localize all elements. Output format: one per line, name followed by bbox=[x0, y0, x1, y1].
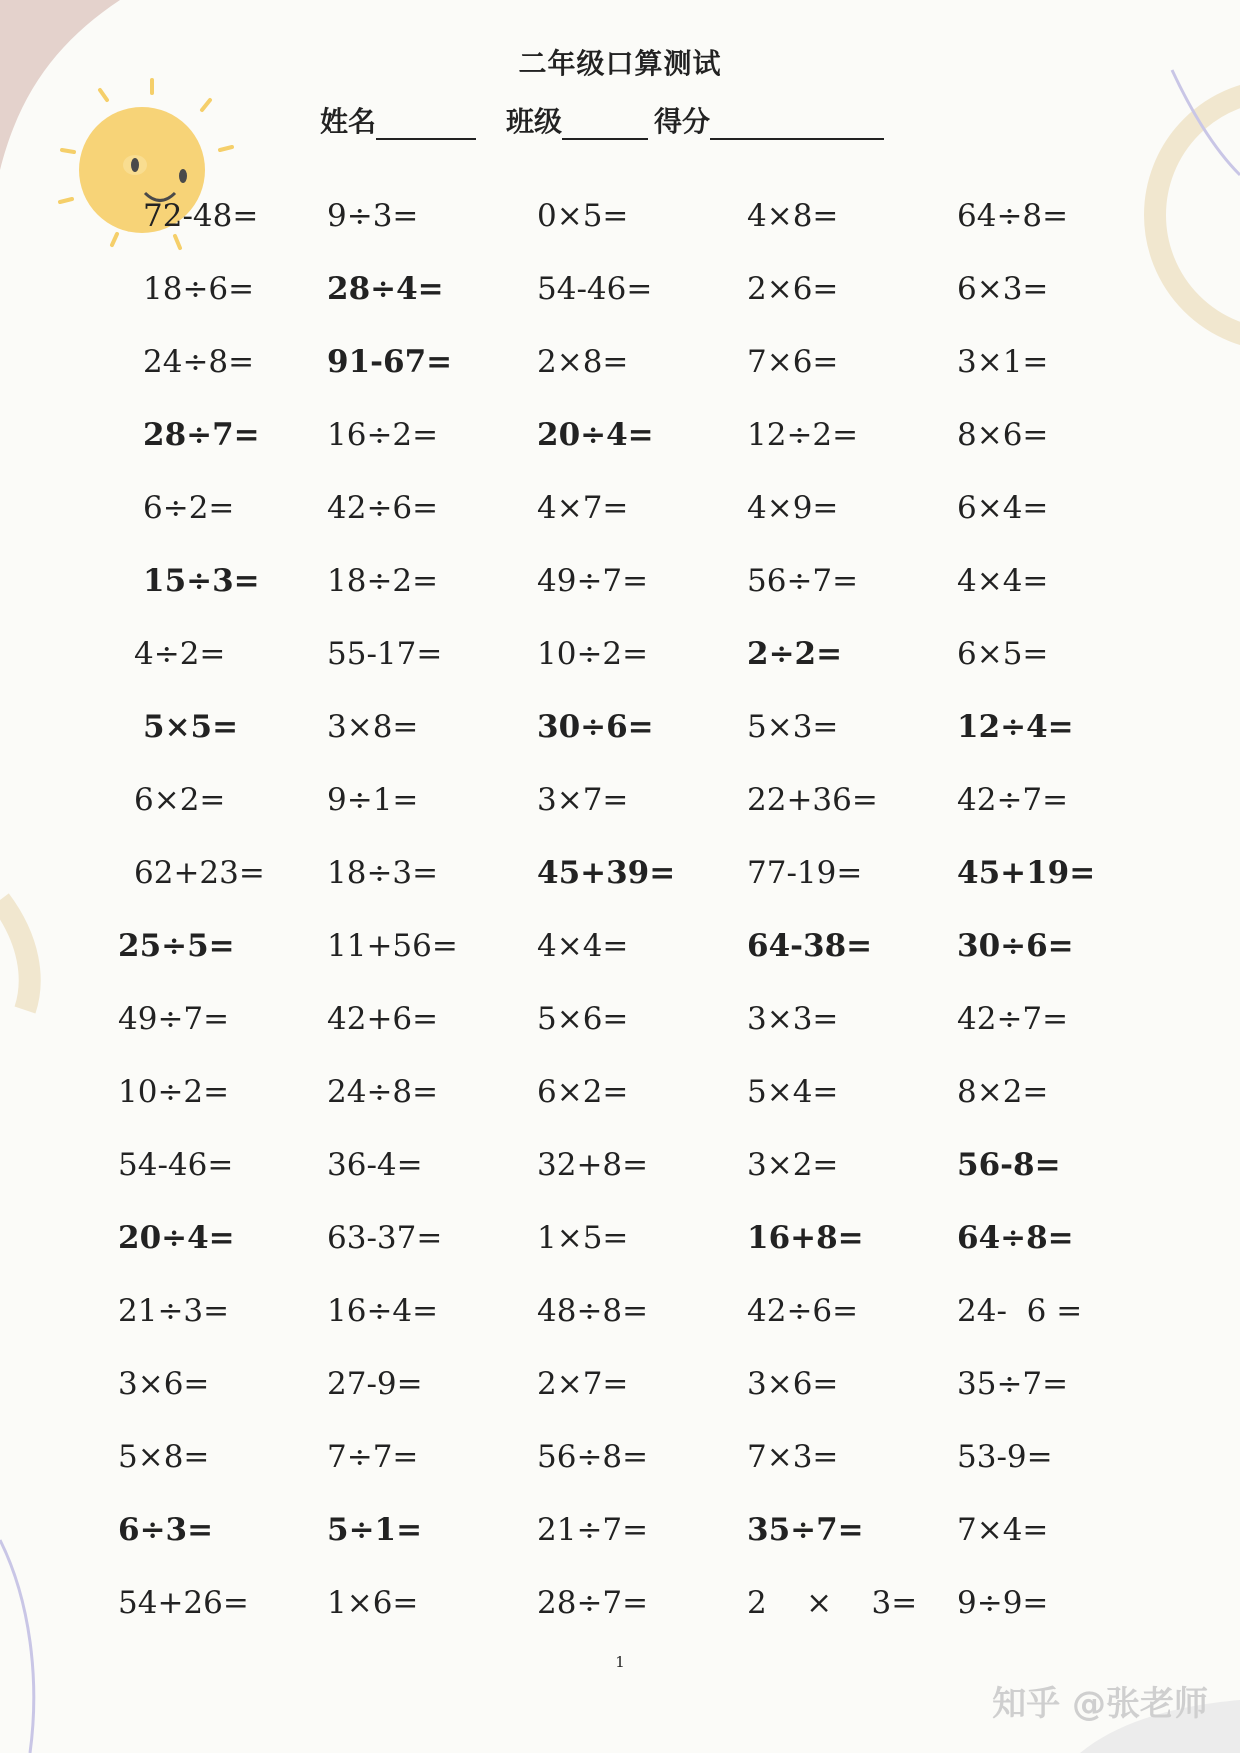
watermark-text: 知乎 @张老师 bbox=[992, 1684, 1208, 1724]
problem-item: 28÷7= bbox=[143, 417, 260, 453]
class-label: 班级 bbox=[506, 105, 563, 138]
problem-row bbox=[0, 1510, 1240, 1583]
problem-item: 11+56= bbox=[327, 928, 458, 964]
problem-item: 7÷7= bbox=[327, 1439, 419, 1475]
problem-item: 55-17= bbox=[327, 636, 443, 672]
problem-item: 3×8= bbox=[327, 709, 419, 745]
problem-item: 3×6= bbox=[118, 1366, 210, 1402]
problem-item: 5÷1= bbox=[327, 1512, 423, 1548]
score-label: 得分 bbox=[654, 105, 711, 138]
student-info bbox=[320, 100, 890, 140]
problem-row bbox=[0, 488, 1240, 561]
problem-item: 36-4= bbox=[327, 1147, 423, 1183]
problem-item: 56-8= bbox=[957, 1147, 1061, 1183]
problem-row bbox=[0, 1437, 1240, 1510]
problem-item: 64-38= bbox=[747, 928, 873, 964]
problem-item: 42+6= bbox=[327, 1001, 439, 1037]
problem-row bbox=[0, 561, 1240, 634]
problem-item: 27-9= bbox=[327, 1366, 423, 1402]
problem-item: 4×4= bbox=[537, 928, 629, 964]
problem-item: 15÷3= bbox=[143, 563, 260, 599]
problem-item: 64÷8= bbox=[957, 198, 1069, 234]
problem-row bbox=[0, 1072, 1240, 1145]
problem-grid bbox=[0, 196, 1240, 1656]
problem-item: 30÷6= bbox=[537, 709, 654, 745]
problem-item: 6×2= bbox=[537, 1074, 629, 1110]
problem-item: 5×6= bbox=[537, 1001, 629, 1037]
problem-item: 54+26= bbox=[118, 1585, 249, 1621]
problem-row bbox=[0, 780, 1240, 853]
score-blank bbox=[710, 108, 884, 140]
problem-item: 1×5= bbox=[537, 1220, 629, 1256]
problem-item: 18÷3= bbox=[327, 855, 439, 891]
problem-item: 24- 6 = bbox=[957, 1293, 1083, 1329]
problem-item: 5×4= bbox=[747, 1074, 839, 1110]
problem-item: 53-9= bbox=[957, 1439, 1053, 1475]
problem-row bbox=[0, 415, 1240, 488]
problem-item: 7×6= bbox=[747, 344, 839, 380]
problem-item: 56÷7= bbox=[747, 563, 859, 599]
problem-item: 4×9= bbox=[747, 490, 839, 526]
problem-item: 4÷2= bbox=[134, 636, 226, 672]
problem-item: 18÷2= bbox=[327, 563, 439, 599]
problem-item: 21÷3= bbox=[118, 1293, 230, 1329]
problem-item: 2×8= bbox=[537, 344, 629, 380]
problem-item: 0×5= bbox=[537, 198, 629, 234]
problem-item: 4×8= bbox=[747, 198, 839, 234]
problem-item: 64÷8= bbox=[957, 1220, 1074, 1256]
problem-item: 48÷8= bbox=[537, 1293, 649, 1329]
problem-row bbox=[0, 1364, 1240, 1437]
problem-item: 9÷9= bbox=[957, 1585, 1049, 1621]
problem-item: 42÷7= bbox=[957, 1001, 1069, 1037]
page-number: 1 bbox=[615, 1653, 625, 1671]
problem-item: 7×4= bbox=[957, 1512, 1049, 1548]
problem-item: 42÷6= bbox=[747, 1293, 859, 1329]
problem-item: 30÷6= bbox=[957, 928, 1074, 964]
name-label: 姓名 bbox=[320, 105, 377, 138]
problem-item: 3×3= bbox=[747, 1001, 839, 1037]
problem-item: 42÷6= bbox=[327, 490, 439, 526]
problem-item: 3×2= bbox=[747, 1147, 839, 1183]
problem-row bbox=[0, 269, 1240, 342]
problem-item: 45+39= bbox=[537, 855, 676, 891]
problem-item: 5×8= bbox=[118, 1439, 210, 1475]
problem-item: 3×6= bbox=[747, 1366, 839, 1402]
problem-item: 54-46= bbox=[118, 1147, 234, 1183]
problem-row bbox=[0, 926, 1240, 999]
problem-item: 45+19= bbox=[957, 855, 1096, 891]
problem-row bbox=[0, 634, 1240, 707]
problem-item: 62+23= bbox=[134, 855, 265, 891]
problem-item: 42÷7= bbox=[957, 782, 1069, 818]
problem-item: 6×2= bbox=[134, 782, 226, 818]
problem-item: 20÷4= bbox=[118, 1220, 235, 1256]
problem-item: 28÷7= bbox=[537, 1585, 649, 1621]
page-title: 二年级口算测试 bbox=[518, 47, 722, 80]
problem-row bbox=[0, 1583, 1240, 1656]
problem-item: 32+8= bbox=[537, 1147, 649, 1183]
problem-item: 6÷3= bbox=[118, 1512, 214, 1548]
problem-item: 2×6= bbox=[747, 271, 839, 307]
problem-item: 12÷4= bbox=[957, 709, 1074, 745]
problem-item: 10÷2= bbox=[537, 636, 649, 672]
problem-row bbox=[0, 342, 1240, 415]
problem-row bbox=[0, 1218, 1240, 1291]
problem-row bbox=[0, 707, 1240, 780]
problem-item: 35÷7= bbox=[957, 1366, 1069, 1402]
problem-item: 24÷8= bbox=[327, 1074, 439, 1110]
problem-item: 2×7= bbox=[537, 1366, 629, 1402]
problem-item: 16÷2= bbox=[327, 417, 439, 453]
name-blank bbox=[376, 108, 476, 140]
problem-item: 5×5= bbox=[143, 709, 239, 745]
problem-item: 8×2= bbox=[957, 1074, 1049, 1110]
problem-item: 6×4= bbox=[957, 490, 1049, 526]
problem-item: 1×6= bbox=[327, 1585, 419, 1621]
problem-item: 72-48= bbox=[143, 198, 259, 234]
problem-row bbox=[0, 999, 1240, 1072]
problem-item: 8×6= bbox=[957, 417, 1049, 453]
problem-row bbox=[0, 1291, 1240, 1364]
problem-item: 5×3= bbox=[747, 709, 839, 745]
problem-item: 2÷2= bbox=[747, 636, 843, 672]
problem-row bbox=[0, 1145, 1240, 1218]
problem-item: 4×4= bbox=[957, 563, 1049, 599]
problem-item: 3×7= bbox=[537, 782, 629, 818]
problem-item: 9÷3= bbox=[327, 198, 419, 234]
problem-item: 77-19= bbox=[747, 855, 863, 891]
problem-item: 2 × 3= bbox=[747, 1585, 918, 1621]
problem-item: 91-67= bbox=[327, 344, 453, 380]
problem-item: 35÷7= bbox=[747, 1512, 864, 1548]
problem-item: 24÷8= bbox=[143, 344, 255, 380]
problem-item: 25÷5= bbox=[118, 928, 235, 964]
problem-row bbox=[0, 196, 1240, 269]
problem-item: 18÷6= bbox=[143, 271, 255, 307]
problem-item: 6÷2= bbox=[143, 490, 235, 526]
problem-item: 7×3= bbox=[747, 1439, 839, 1475]
problem-item: 9÷1= bbox=[327, 782, 419, 818]
problem-item: 63-37= bbox=[327, 1220, 443, 1256]
problem-item: 3×1= bbox=[957, 344, 1049, 380]
problem-item: 22+36= bbox=[747, 782, 878, 818]
problem-item: 49÷7= bbox=[537, 563, 649, 599]
problem-item: 6×5= bbox=[957, 636, 1049, 672]
problem-row bbox=[0, 853, 1240, 926]
class-blank bbox=[562, 108, 648, 140]
problem-item: 49÷7= bbox=[118, 1001, 230, 1037]
problem-item: 56÷8= bbox=[537, 1439, 649, 1475]
problem-item: 54-46= bbox=[537, 271, 653, 307]
problem-item: 16+8= bbox=[747, 1220, 864, 1256]
problem-item: 20÷4= bbox=[537, 417, 654, 453]
problem-item: 6×3= bbox=[957, 271, 1049, 307]
problem-item: 12÷2= bbox=[747, 417, 859, 453]
problem-item: 16÷4= bbox=[327, 1293, 439, 1329]
problem-item: 28÷4= bbox=[327, 271, 444, 307]
problem-item: 21÷7= bbox=[537, 1512, 649, 1548]
problem-item: 4×7= bbox=[537, 490, 629, 526]
problem-item: 10÷2= bbox=[118, 1074, 230, 1110]
